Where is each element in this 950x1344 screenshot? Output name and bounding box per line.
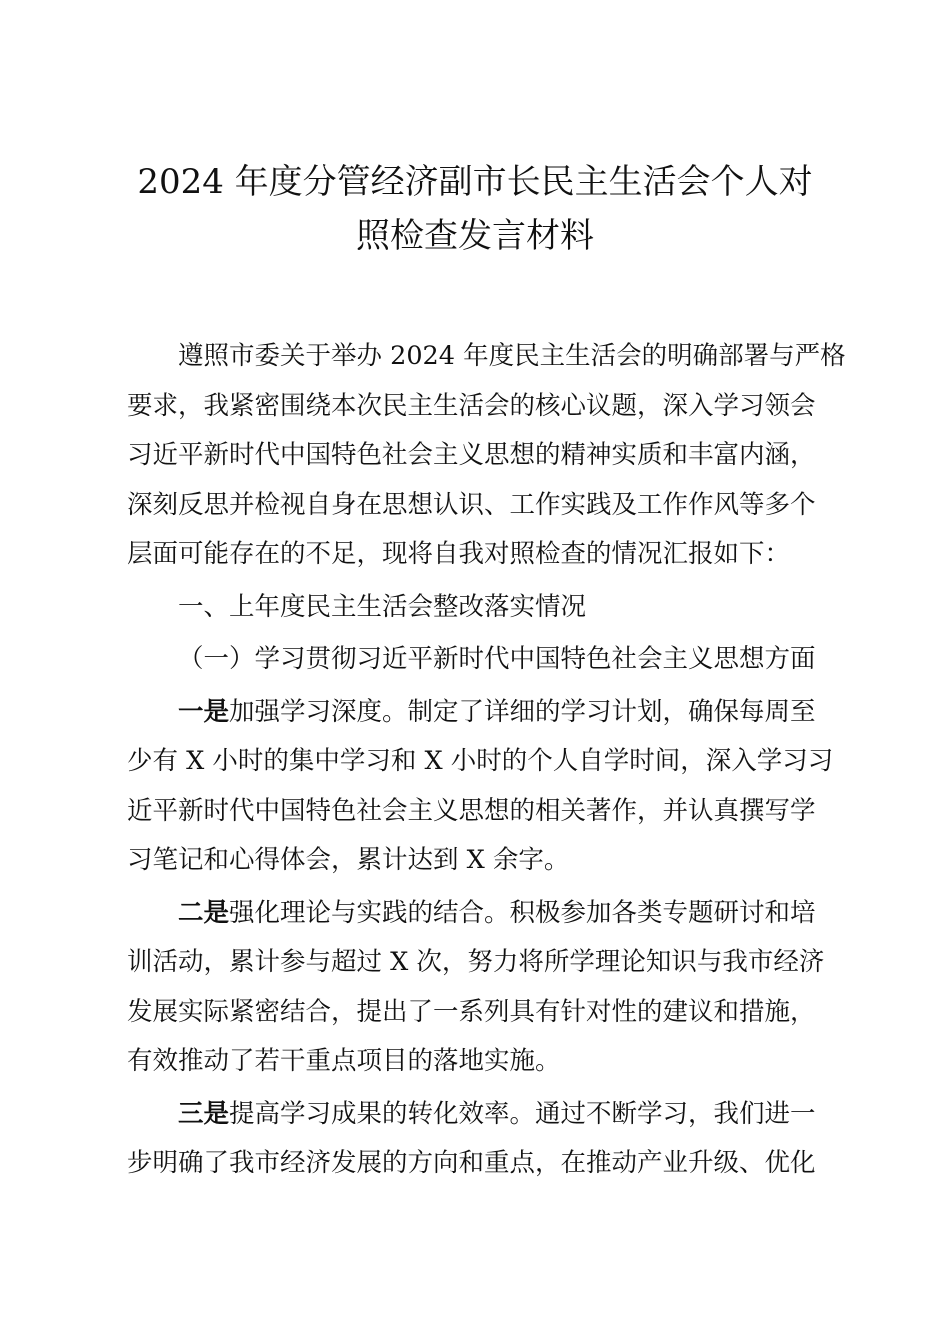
title-line-1: 2024 年度分管经济副市长民主生活会个人对 xyxy=(137,162,813,202)
subsection-heading xyxy=(127,635,832,685)
point-two-lead: 二是 xyxy=(178,897,230,928)
point-three-line: 步明确了我市经济发展的方向和重点，在推动产业升级、优化 xyxy=(127,1148,816,1178)
intro-line: 遵照市委关于举办 2024 年度民主生活会的明确部署与严格 xyxy=(178,341,846,371)
intro-line: 深刻反思并检视自身在思想认识、工作实践及工作作风等多个 xyxy=(127,489,816,520)
point-one-lead: 一是 xyxy=(178,696,230,727)
point-three-paragraph xyxy=(127,1090,832,1189)
point-one-first-line xyxy=(127,688,832,738)
section-heading xyxy=(127,583,832,633)
point-two-line: 有效推动了若干重点项目的落地实施。 xyxy=(127,1046,561,1076)
title-line-2: 照检查发言材料 xyxy=(356,216,594,256)
point-two-first-line xyxy=(127,889,832,939)
point-two-first-rest: 强化理论与实践的结合。积极参加各类专题研讨和培 xyxy=(229,897,816,928)
intro-line: 习近平新时代中国特色社会主义思想的精神实质和丰富内涵， xyxy=(127,440,816,470)
point-one-paragraph xyxy=(127,688,832,886)
point-one-line: 少有 X 小时的集中学习和 X 小时的个人自学时间，深入学习习 xyxy=(127,746,834,776)
point-three-first-rest: 提高学习成果的转化效率。通过不断学习，我们进一 xyxy=(229,1098,816,1129)
subsection-heading-text: （一）学习贯彻习近平新时代中国特色社会主义思想方面 xyxy=(178,644,816,674)
point-three-lead: 三是 xyxy=(178,1098,230,1129)
document-body xyxy=(127,332,846,1189)
point-one-first-rest: 加强学习深度。制定了详细的学习计划，确保每周至 xyxy=(229,696,816,727)
section-heading-text: 一、上年度民主生活会整改落实情况 xyxy=(178,591,587,622)
document-title xyxy=(120,155,830,263)
intro-line: 要求，我紧密围绕本次民主生活会的核心议题，深入学习领会 xyxy=(127,390,816,421)
point-three-first-line xyxy=(127,1090,832,1140)
point-two-line: 训活动，累计参与超过 X 次，努力将所学理论知识与我市经济 xyxy=(127,947,825,977)
point-one-line: 习笔记和心得体会，累计达到 X 余字。 xyxy=(127,845,570,875)
intro-line: 层面可能存在的不足，现将自我对照检查的情况汇报如下： xyxy=(127,539,791,569)
point-one-line: 近平新时代中国特色社会主义思想的相关著作，并认真撰写学 xyxy=(127,795,816,826)
point-two-paragraph xyxy=(127,889,832,1087)
intro-paragraph xyxy=(127,332,846,580)
point-two-line: 发展实际紧密结合，提出了一系列具有针对性的建议和措施， xyxy=(127,996,816,1027)
